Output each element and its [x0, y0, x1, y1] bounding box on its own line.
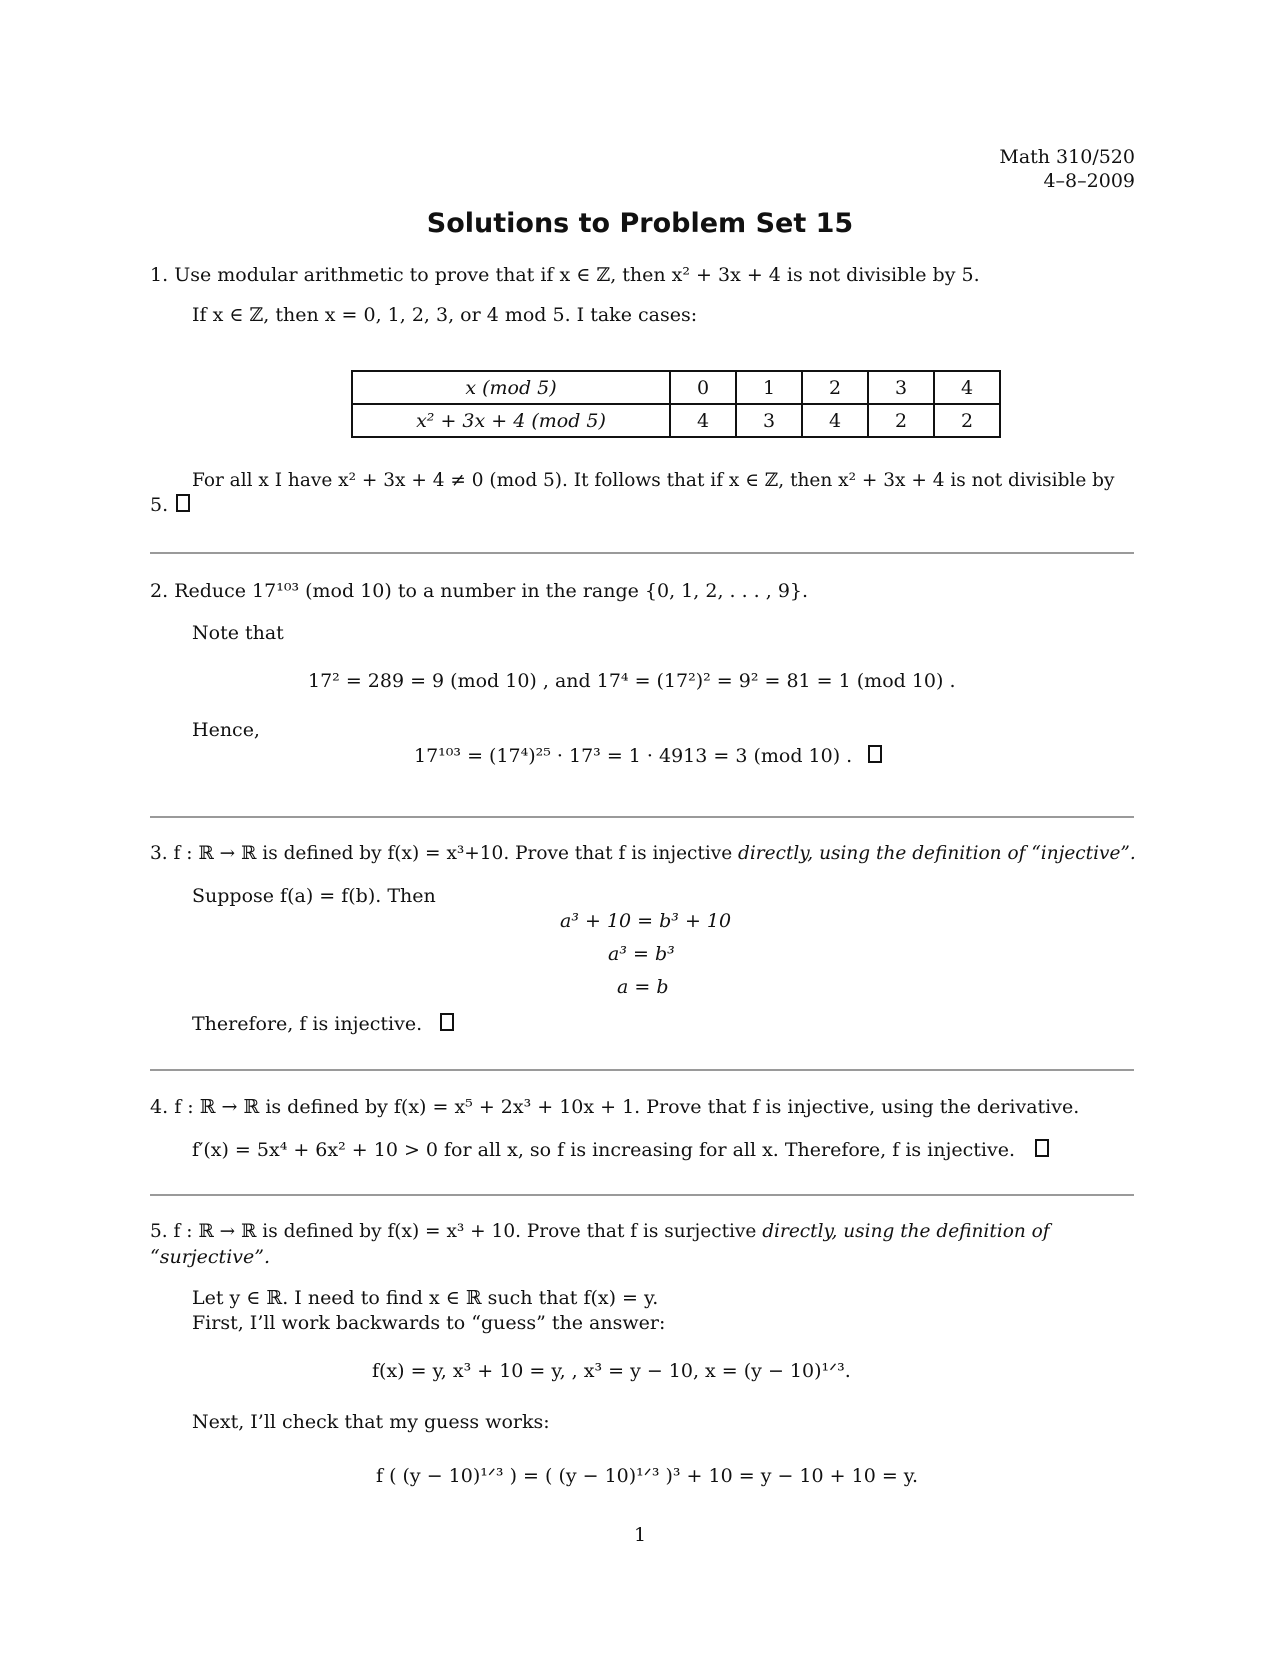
table-cell: 2 — [802, 371, 868, 404]
page-title: Solutions to Problem Set 15 — [426, 208, 854, 239]
table-cell-label: x (mod 5) — [352, 371, 670, 404]
problem-5-question — [150, 1221, 1050, 1242]
section-divider — [150, 1069, 1134, 1071]
problem-5-let: Let y ∈ ℝ. I need to find x ∈ ℝ such that f(x) = y. — [192, 1287, 659, 1309]
answer-text: f′(x) = 5x⁴ + 6x² + 10 > 0 for all x, so f is increasing for all x. Therefore, f is injective. — [192, 1139, 1016, 1161]
problem-5-check-equation: f ( (y − 10)¹ᐟ³ ) = ( (y − 10)¹ᐟ³ )³ + 10 = y − 10 + 10 = y. — [376, 1465, 919, 1487]
problem-2-note: Note that — [192, 622, 284, 644]
table-cell: 2 — [868, 404, 934, 437]
conclusion-tail: 5. — [150, 494, 169, 516]
problem-2-equation-1: 17² = 289 = 9 (mod 10) , and 17⁴ = (17²)² = 9² = 81 = 1 (mod 10) . — [308, 670, 956, 692]
problem-2-hence: Hence, — [192, 719, 260, 741]
table-row — [352, 404, 1000, 437]
problem-1-conclusion: For all x I have x² + 3x + 4 ≠ 0 (mod 5). It follows that if x ∈ ℤ, then x² + 3x + 4 is not divisible by — [192, 470, 1115, 491]
equation-text: 17¹⁰³ = (17⁴)²⁵ · 17³ = 1 · 4913 = 3 (mod 10) . — [414, 745, 853, 767]
problem-4-text: f : ℝ → ℝ is defined by f(x) = x⁵ + 2x³ + 10x + 1. Prove that f is injective, using the derivative. — [174, 1096, 1080, 1118]
problem-5-work-equation: f(x) = y, x³ + 10 = y, , x³ = y − 10, x = (y − 10)¹ᐟ³. — [372, 1360, 851, 1382]
date-label: 4–8–2009 — [1043, 170, 1135, 192]
table-cell: 4 — [802, 404, 868, 437]
section-divider — [150, 816, 1134, 818]
problem-3-text: f : ℝ → ℝ is defined by f(x) = x³+10. Prove that f is injective — [173, 843, 733, 864]
cases-table — [351, 370, 1001, 438]
problem-3-number: 3. — [150, 843, 168, 864]
problem-2-number: 2. — [150, 580, 169, 602]
problem-5-text-italic: directly, using the definition of — [762, 1221, 1050, 1242]
problem-1-conclusion-end — [150, 494, 190, 516]
qed-box-icon — [440, 1013, 454, 1031]
table-cell: 4 — [670, 404, 736, 437]
problem-5-text: f : ℝ → ℝ is defined by f(x) = x³ + 10. Prove that f is surjective — [173, 1221, 757, 1242]
section-divider — [150, 552, 1134, 554]
problem-3-line-2: a³ = b³ — [608, 943, 675, 965]
problem-3-question — [150, 843, 1136, 864]
problem-5-question-end: “surjective”. — [150, 1246, 271, 1268]
section-divider — [150, 1194, 1134, 1196]
qed-box-icon — [868, 745, 882, 763]
problem-3-text-italic: directly, using the definition of “injective”. — [738, 843, 1136, 864]
problem-1-intro: If x ∈ ℤ, then x = 0, 1, 2, 3, or 4 mod 5. I take cases: — [192, 304, 698, 326]
problem-1-number: 1. — [150, 264, 169, 286]
problem-3-line-3: a = b — [617, 976, 669, 998]
table-cell-label: x² + 3x + 4 (mod 5) — [352, 404, 670, 437]
course-label: Math 310/520 — [999, 146, 1135, 168]
problem-5-next: Next, I’ll check that my guess works: — [192, 1411, 550, 1433]
qed-box-icon — [176, 494, 190, 512]
table-cell: 3 — [868, 371, 934, 404]
problem-4-number: 4. — [150, 1096, 169, 1118]
problem-2-question — [150, 580, 808, 602]
problem-1-question — [150, 264, 980, 286]
problem-3-line-1: a³ + 10 = b³ + 10 — [560, 910, 732, 932]
problem-4-answer — [192, 1139, 1049, 1161]
table-cell: 4 — [934, 371, 1000, 404]
table-cell: 3 — [736, 404, 802, 437]
table-cell: 0 — [670, 371, 736, 404]
page-number: 1 — [633, 1524, 647, 1546]
table-cell: 2 — [934, 404, 1000, 437]
therefore-text: Therefore, f is injective. — [192, 1013, 423, 1035]
problem-4-question — [150, 1096, 1079, 1118]
problem-1-text: Use modular arithmetic to prove that if x ∈ ℤ, then x² + 3x + 4 is not divisible by 5. — [174, 264, 980, 286]
problem-2-text: Reduce 17¹⁰³ (mod 10) to a number in the range {0, 1, 2, . . . , 9}. — [174, 580, 809, 602]
table-cell: 1 — [736, 371, 802, 404]
table-row — [352, 371, 1000, 404]
problem-3-therefore — [192, 1013, 454, 1035]
problem-5-first: First, I’ll work backwards to “guess” the answer: — [192, 1312, 666, 1334]
problem-5-number: 5. — [150, 1221, 168, 1242]
qed-box-icon — [1035, 1139, 1049, 1157]
problem-2-equation-2 — [414, 745, 882, 767]
problem-3-suppose: Suppose f(a) = f(b). Then — [192, 885, 436, 907]
